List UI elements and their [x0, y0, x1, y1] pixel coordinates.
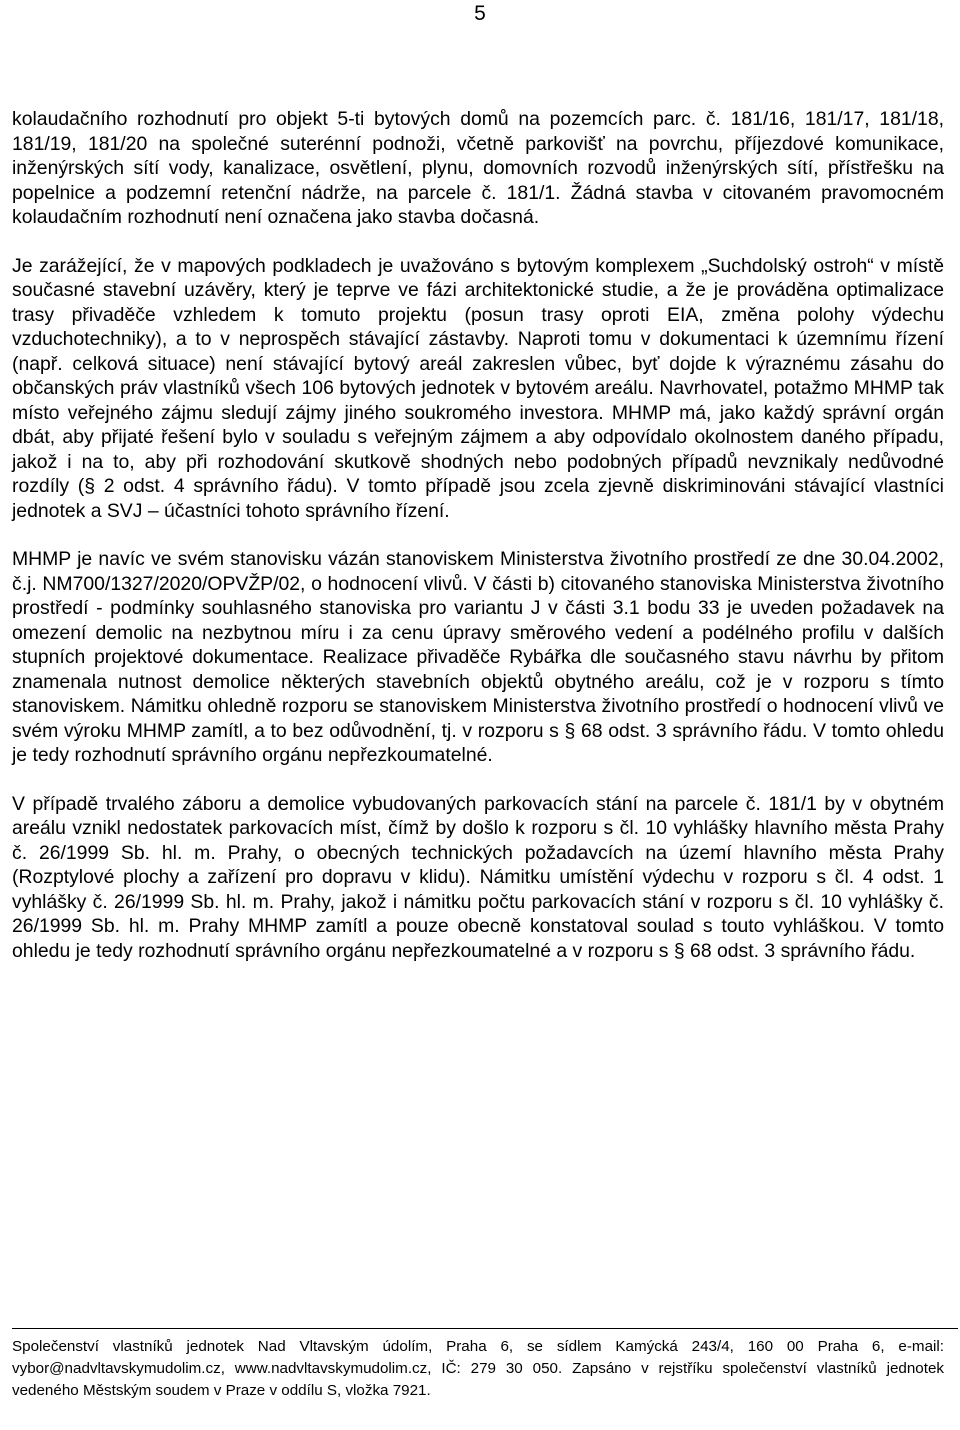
page-number: 5	[474, 2, 486, 25]
paragraph-mapove-podklady: Je zarážející, že v mapových podkladech je uvažováno s bytovým komplexem „Suchdolský ostroh“ v místě současné stavební uzávěry, který je teprve ve fázi architektonické studie, a že je prováděna optimalizace trasy přivaděče vzhledem k tomuto projektu (posun trasy oproti EIA, změna polohy výdechu vzduchotechniky), a to v neprospěch stávající zástavby. Naproti tomu v dokumentaci k územnímu řízení (např. celková situace) není stávající bytový areál zakreslen vůbec, byť dojde k výraznému zásahu do občanských práv vlastníků všech 106 bytových jednotek v bytovém areálu. Navrhovatel, potažmo MHMP tak místo veřejného zájmu sledují zájmy jiného soukromého investora. MHMP má, jako každý správní orgán dbát, aby přijaté řešení bylo v souladu s veřejným zájmem a aby odpovídalo okolnostem daného případu, jakož i na to, aby při rozhodování skutkově shodných nebo podobných případů nevznikaly nedůvodné rozdíly (§ 2 odst. 4 správního řádu). V tomto případě jsou zcela zjevně diskriminováni stávající vlastníci jednotek a SVJ – účastníci tohoto správního řízení.	[12, 254, 944, 522]
document-body	[12, 107, 944, 963]
page-footer: Společenství vlastníků jednotek Nad Vltavským údolím, Praha 6, se sídlem Kamýcká 243/4, 160 00 Praha 6, e-mail: vybor@nadvltavskymudolim.cz, www.nadvltavskymudolim.cz, IČ: 279 30 050. Zapsáno v rejstříku společenství vlastníků jednotek vedeného Městským soudem v Praze v oddílu S, vložka 7921.	[12, 1338, 944, 1399]
paragraph-parkovaci-stani: V případě trvalého záboru a demolice vybudovaných parkovacích stání na parcele č. 181/1 by v obytném areálu vznikl nedostatek parkovacích míst, čímž by došlo k rozporu s čl. 10 vyhlášky hlavního města Prahy č. 26/1999 Sb. hl. m. Prahy, o obecných technických požadavcích na území hlavního města Prahy (Rozptylové plochy a zařízení pro dopravu v klidu). Námitku umístění výdechu v rozporu s čl. 4 odst. 1 vyhlášky č. 26/1999 Sb. hl. m. Prahy, jakož i námitku počtu parkovacích stání v rozporu s čl. 10 vyhlášky č. 26/1999 Sb. hl. m. Prahy MHMP zamítl a pouze obecně konstatoval soulad s touto vyhláškou. V tomto ohledu je tedy rozhodnutí správního orgánu nepřezkoumatelné a v rozporu s § 68 odst. 3 správního řádu.	[12, 792, 944, 962]
paragraph-stanovisko-mzp: MHMP je navíc ve svém stanovisku vázán stanoviskem Ministerstva životního prostředí ze dne 30.04.2002, č.j. NM700/1327/2020/OPVŽP/02, o hodnocení vlivů. V části b) citovaného stanoviska Ministerstva životního prostředí - podmínky souhlasného stanoviska pro variantu J v části 3.1 bodu 33 je uveden požadavek na omezení demolic na nezbytnou míru i za cenu úpravy směrového vedení a podélného profilu v dalších stupních projektové dokumentace. Realizace přivaděče Rybářka dle současného stavu návrhu by přitom znamenala nutnost demolice některých stavebních objektů obytného areálu, což je v rozporu s tímto stanoviskem. Námitku ohledně rozporu se stanoviskem Ministerstva životního prostředí o hodnocení vlivů ve svém výroku MHMP zamítl, a to bez odůvodnění, tj. v rozporu s § 68 odst. 3 správního řádu. V tomto ohledu je tedy rozhodnutí správního orgánu nepřezkoumatelné.	[12, 548, 944, 766]
footer-divider	[12, 1328, 958, 1329]
paragraph-kolaudacni-rozhodnuti: kolaudačního rozhodnutí pro objekt 5-ti bytových domů na pozemcích parc. č. 181/16, 181/17, 181/18, 181/19, 181/20 na společné suterénní podnoži, včetně parkovišť na povrchu, příjezdové komunikace, inženýrských sítí vody, kanalizace, osvětlení, plynu, domovních rozvodů inženýrských sítí, přístřešku na popelnice a podzemní retenční nádrže, na parcele č. 181/1. Žádná stavba v citovaném pravomocném kolaudačním rozhodnutí není označena jako stavba dočasná.	[12, 108, 944, 228]
